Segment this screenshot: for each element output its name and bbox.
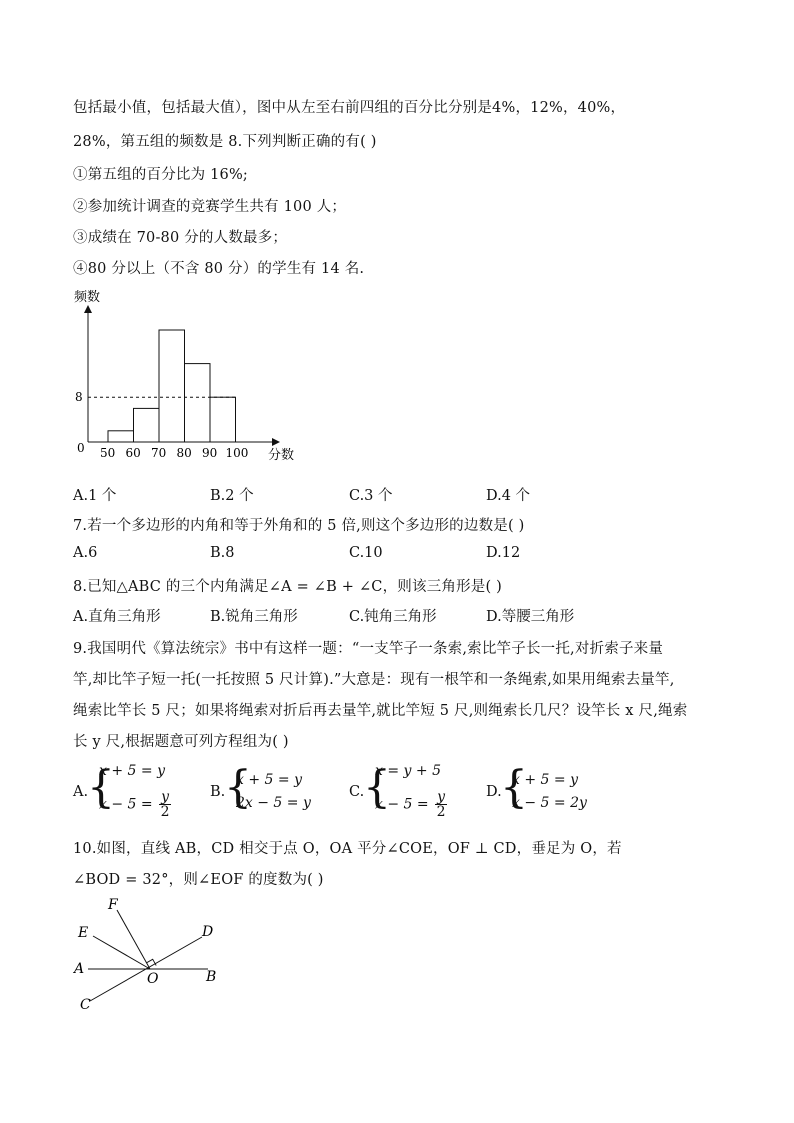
point-c-label: C (80, 997, 91, 1013)
q9-c-eq1: x = y + 5 (375, 763, 441, 779)
q7-option-b[interactable]: B.8 (210, 545, 235, 561)
brace-icon: { (500, 762, 528, 813)
ray-of (117, 910, 150, 969)
brace-icon: { (363, 762, 391, 813)
histogram-bar-90-100 (210, 397, 236, 442)
q9-c-eq2: x − 5 = $\frac{y}{2}$ (375, 789, 446, 820)
statement-4: ④80 分以上（不含 80 分）的学生有 14 名. (73, 261, 365, 277)
point-f-label: F (108, 897, 118, 913)
q9-option-b-label: B. (210, 784, 226, 800)
q7-option-a[interactable]: A.6 (73, 545, 98, 561)
q9-d-eq1: x + 5 = y (512, 772, 578, 788)
q6-option-a[interactable]: A.1 个 (73, 488, 117, 504)
q7-option-c[interactable]: C.10 (349, 545, 383, 561)
q8-option-b[interactable]: B.锐角三角形 (210, 609, 298, 625)
q6-option-b[interactable]: B.2 个 (210, 488, 254, 504)
statement-1: ①第五组的百分比为 16%; (73, 167, 249, 183)
ref-label: 8 (75, 390, 83, 405)
q9-line-1: 9.我国明代《算法统宗》书中有这样一题：“一支竿子一条索,索比竿子长一托,对折索子来量 (73, 641, 664, 657)
q9-d-eq2: x − 5 = 2y (512, 795, 587, 811)
histogram-bar-50-60 (108, 431, 134, 442)
q8-option-a[interactable]: A.直角三角形 (73, 609, 161, 625)
q8-stem: 8.已知△ABC 的三个内角满足∠A = ∠B + ∠C，则该三角形是( ) (73, 579, 503, 595)
x-tick-90: 90 (202, 446, 218, 460)
q9-b-eq1: x + 5 = y (236, 772, 302, 788)
angle-figure (70, 895, 240, 1020)
x-tick-100: 100 (225, 446, 249, 460)
q9-line-2: 竿,却比竿子短一托(一托按照 5 尺计算).”大意是：现有一根竿和一条绳索,如果用绳索去量竿, (73, 672, 675, 688)
q8-option-d[interactable]: D.等腰三角形 (486, 609, 575, 625)
point-e-label: E (78, 925, 89, 941)
q10-line-2: ∠BOD = 32°，则∠EOF 的度数为( ) (73, 872, 324, 888)
q9-a-eq1: x + 5 = y (99, 763, 165, 779)
q10-line-1: 10.如图，直线 AB，CD 相交于点 O，OA 平分∠COE，OF ⊥ CD，垂足为 O，若 (73, 841, 622, 857)
brace-icon: { (224, 762, 252, 813)
q9-line-4: 长 y 尺,根据题意可列方程组为( ) (73, 734, 289, 750)
q6-option-c[interactable]: C.3 个 (349, 488, 393, 504)
x-tick-60: 60 (125, 446, 141, 460)
intro-line-2: 28%，第五组的频数是 8.下列判断正确的有( ) (73, 134, 377, 150)
q9-b-eq2: 2x − 5 = y (236, 795, 311, 811)
statement-3: ③成绩在 70-80 分的人数最多； (73, 230, 288, 246)
histogram-bar-60-70 (134, 408, 160, 442)
ray-oe (93, 936, 150, 969)
q9-option-b[interactable] (210, 760, 330, 822)
q9-option-c-label: C. (349, 784, 365, 800)
statement-2: ②参加统计调查的竞赛学生共有 100 人； (73, 199, 347, 215)
q9-a-eq2: x − 5 = $\frac{y}{2}$ (99, 789, 170, 820)
point-o-label: O (147, 971, 159, 987)
q6-option-d[interactable]: D.4 个 (486, 488, 531, 504)
point-b-label: B (206, 969, 217, 985)
x-tick-80: 80 (176, 446, 192, 460)
q9-option-a[interactable] (73, 760, 193, 822)
histogram-bar-70-80 (159, 330, 185, 442)
q9-option-d[interactable] (486, 760, 606, 822)
q7-option-d[interactable]: D.12 (486, 545, 521, 561)
q9-option-c[interactable] (349, 760, 469, 822)
frequency-histogram (70, 285, 330, 475)
x-tick-50: 50 (100, 446, 116, 460)
q9-line-3: 绳索比竿长 5 尺；如果将绳索对折后再去量竿,就比竿短 5 尺,则绳索长几尺？设竿长 x 尺,绳索 (73, 703, 688, 719)
origin-label: 0 (77, 441, 85, 455)
q9-option-d-label: D. (486, 784, 502, 800)
x-tick-70: 70 (151, 446, 167, 460)
point-d-label: D (202, 924, 214, 940)
point-a-label: A (74, 961, 85, 977)
q9-option-a-label: A. (73, 784, 89, 800)
x-axis-label: 分数 (268, 448, 295, 463)
brace-icon: { (87, 762, 115, 813)
q7-stem: 7.若一个多边形的内角和等于外角和的 5 倍,则这个多边形的边数是( ) (73, 518, 525, 534)
histogram-bar-80-90 (185, 364, 211, 442)
intro-line-1: 包括最小值，包括最大值），图中从左至右前四组的百分比分别是4%，12%，40%， (73, 100, 626, 116)
y-axis-label: 频数 (74, 290, 101, 305)
q8-option-c[interactable]: C.钝角三角形 (349, 609, 437, 625)
